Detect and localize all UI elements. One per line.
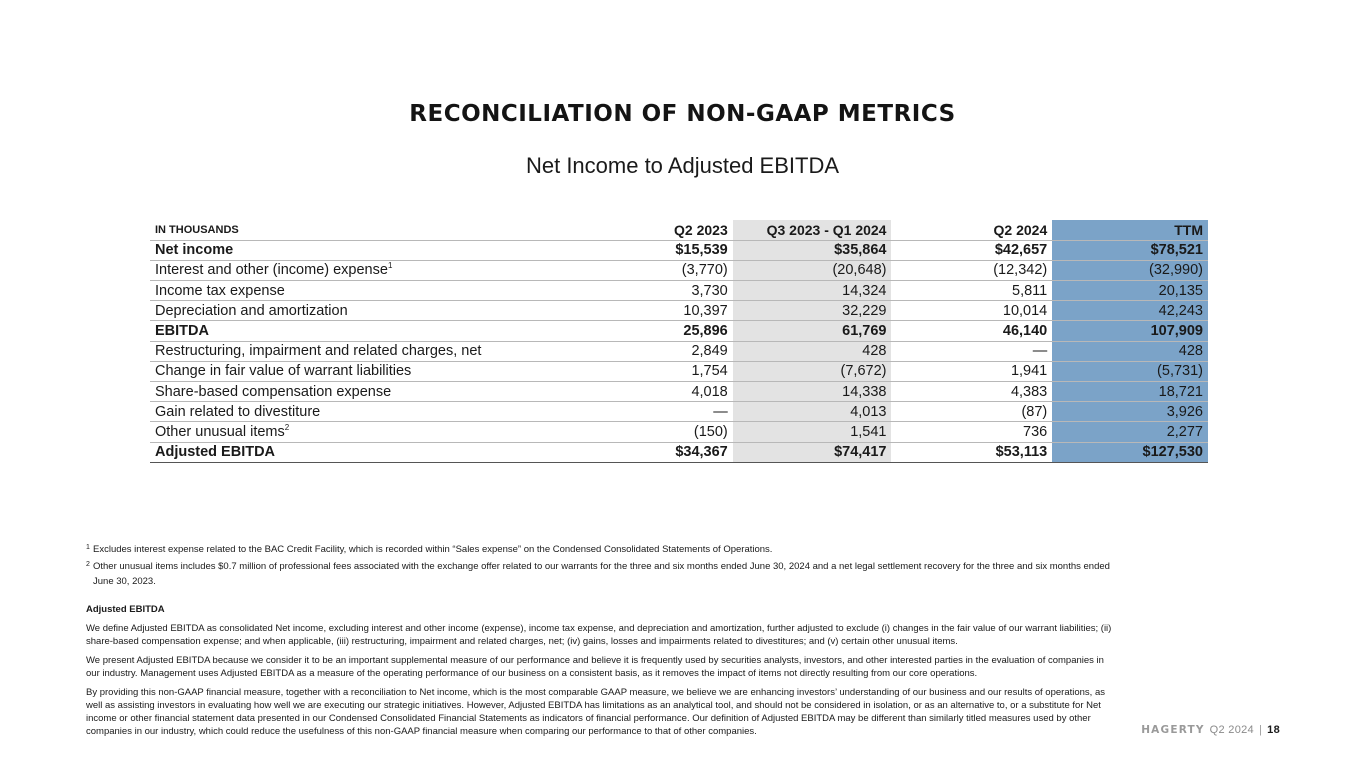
footnote-ref: 2: [284, 423, 290, 433]
table-cell: 3,926: [1052, 402, 1208, 422]
row-label-text: Restructuring, impairment and related charges, net: [155, 343, 482, 360]
table-cell: 736: [891, 422, 1052, 442]
row-label-text: Income tax expense: [155, 282, 285, 299]
footnote-text: Other unusual items includes $0.7 million of professional fees associated with the exchange offer related to our warrants for the three and six months ended June 30, 2024 and a net legal settlement recovery for the three and six months ended June 30, 2023.: [93, 561, 1110, 587]
table-cell: (150): [572, 422, 733, 442]
table-cell: 2,277: [1052, 422, 1208, 442]
footnote-text: Excludes interest expense related to the BAC Credit Facility, which is recorded within “Sales expense” on the Condensed Consolidated Statements of Operations.: [93, 544, 773, 555]
row-label: [150, 281, 572, 301]
unit-label: IN THOUSANDS: [150, 220, 572, 240]
table-cell: (7,672): [733, 361, 892, 381]
page-title: RECONCILIATION OF NON-GAAP METRICS: [409, 101, 956, 127]
footnote-mark: 2: [86, 561, 90, 568]
table-cell: 428: [733, 341, 892, 361]
row-label-text: Interest and other (income) expense: [155, 262, 388, 279]
table-cell: $34,367: [572, 442, 733, 462]
footnote-ref: 1: [387, 261, 393, 271]
row-label: [150, 382, 572, 402]
table-row: [150, 442, 1208, 462]
reconciliation-table: [150, 220, 1208, 463]
table-row: [150, 382, 1208, 402]
page-number: 18: [1267, 724, 1280, 736]
footer-separator: |: [1258, 724, 1263, 736]
table-cell: —: [891, 341, 1052, 361]
definition-heading: Adjusted EBITDA: [86, 604, 165, 615]
table-cell: $35,864: [733, 240, 892, 260]
table-cell: (87): [891, 402, 1052, 422]
row-label: [150, 260, 572, 280]
table-cell: 10,014: [891, 301, 1052, 321]
table-cell: 14,338: [733, 382, 892, 402]
row-label: [150, 341, 572, 361]
table-cell: (5,731): [1052, 361, 1208, 381]
page-subtitle: Net Income to Adjusted EBITDA: [525, 153, 840, 178]
table-row: [150, 281, 1208, 301]
table-cell: 4,383: [891, 382, 1052, 402]
row-label: [150, 402, 572, 422]
column-header: Q2 2023: [572, 220, 733, 240]
page-footer: [1141, 724, 1280, 736]
row-label: [150, 422, 572, 442]
row-label-text: Other unusual items: [155, 423, 285, 440]
table-cell: (32,990): [1052, 260, 1208, 280]
footnote: [86, 542, 1116, 557]
row-label-text: EBITDA: [155, 323, 209, 340]
table-cell: $53,113: [891, 442, 1052, 462]
row-label-text: Gain related to divestiture: [155, 403, 321, 420]
row-label-text: Adjusted EBITDA: [155, 444, 276, 461]
table-cell: 4,018: [572, 382, 733, 402]
footnotes: [86, 542, 1116, 591]
column-header: TTM: [1052, 220, 1208, 240]
footer-period: Q2 2024: [1209, 724, 1254, 736]
table-row: [150, 260, 1208, 280]
definition-paragraph: We define Adjusted EBITDA as consolidated Net income, excluding interest and other income (expense), income tax expense, and depreciation and amortization, further adjusted to exclude (i) changes in the fair value of our warrant liabilities; (ii) share-based compensation expense; and when applicable, (iii) restructuring, impairment and related charges, net; (iv) gains, losses and impairments related to divestitures; and (v) certain other unusual items.: [86, 623, 1112, 647]
table-cell: 14,324: [733, 281, 892, 301]
table-row: [150, 341, 1208, 361]
table-cell: $74,417: [733, 442, 892, 462]
table-cell: 1,541: [733, 422, 892, 442]
table-row: [150, 301, 1208, 321]
table-body: [150, 240, 1208, 462]
row-label-text: Share-based compensation expense: [155, 383, 392, 400]
table-cell: 1,754: [572, 361, 733, 381]
table-cell: 10,397: [572, 301, 733, 321]
table-cell: 61,769: [733, 321, 892, 341]
footnote-mark: 1: [86, 544, 90, 551]
row-label-text: Net income: [155, 242, 234, 259]
table-cell: (20,648): [733, 260, 892, 280]
footnote: [86, 559, 1116, 589]
row-label: [150, 442, 572, 462]
table-row: [150, 422, 1208, 442]
table-cell: $15,539: [572, 240, 733, 260]
table-cell: 18,721: [1052, 382, 1208, 402]
table-cell: $78,521: [1052, 240, 1208, 260]
table-cell: 107,909: [1052, 321, 1208, 341]
table-cell: 20,135: [1052, 281, 1208, 301]
definition-paragraph: By providing this non-GAAP financial measure, together with a reconciliation to Net income, which is the most comparable GAAP measure, we believe we are enhancing investors’ understanding of our business and our results of operations, as well as assisting investors in evaluating how well we are executing our strategic initiatives. However, Adjusted EBITDA has limitations as an analytical tool, and should not be considered in isolation, or as an alternative to, or a substitute for Net income or other financial statement data presented in our Condensed Consolidated Financial Statements as indicators of financial performance. Our definition of Adjusted EBITDA may be different than similarly titled measures used by other companies in our industry, which could reduce the usefulness of this non-GAAP financial measure when comparing our performance to that of other companies.: [86, 687, 1105, 737]
table-cell: 1,941: [891, 361, 1052, 381]
table-cell: 42,243: [1052, 301, 1208, 321]
table-cell: 2,849: [572, 341, 733, 361]
definition-section: [86, 603, 1116, 744]
table-cell: 32,229: [733, 301, 892, 321]
column-header: Q2 2024: [891, 220, 1052, 240]
table-row: [150, 240, 1208, 260]
table-cell: (3,770): [572, 260, 733, 280]
table-cell: 5,811: [891, 281, 1052, 301]
table-cell: 46,140: [891, 321, 1052, 341]
row-label-text: Depreciation and amortization: [155, 302, 348, 319]
table-cell: $127,530: [1052, 442, 1208, 462]
row-label: [150, 240, 572, 260]
table-cell: 4,013: [733, 402, 892, 422]
table-row: [150, 402, 1208, 422]
table-row: [150, 321, 1208, 341]
table-cell: 3,730: [572, 281, 733, 301]
table-cell: (12,342): [891, 260, 1052, 280]
brand-logo: HAGERTY: [1141, 724, 1205, 736]
row-label: [150, 361, 572, 381]
row-label: [150, 321, 572, 341]
definition-paragraph: We present Adjusted EBITDA because we consider it to be an important supplemental measure of our performance and believe it is frequently used by securities analysts, investors, and other interested parties in the evaluation of companies in our industry. Management uses Adjusted EBITDA as a measure of the operating performance of our business on a consistent basis, as it removes the impact of items not directly resulting from our core operations.: [86, 655, 1104, 679]
table-cell: 25,896: [572, 321, 733, 341]
table-row: [150, 361, 1208, 381]
table-cell: —: [572, 402, 733, 422]
row-label: [150, 301, 572, 321]
row-label-text: Change in fair value of warrant liabilities: [155, 363, 412, 380]
column-header: Q3 2023 - Q1 2024: [733, 220, 892, 240]
table-cell: $42,657: [891, 240, 1052, 260]
table-cell: 428: [1052, 341, 1208, 361]
table-header-row: [150, 220, 1208, 240]
